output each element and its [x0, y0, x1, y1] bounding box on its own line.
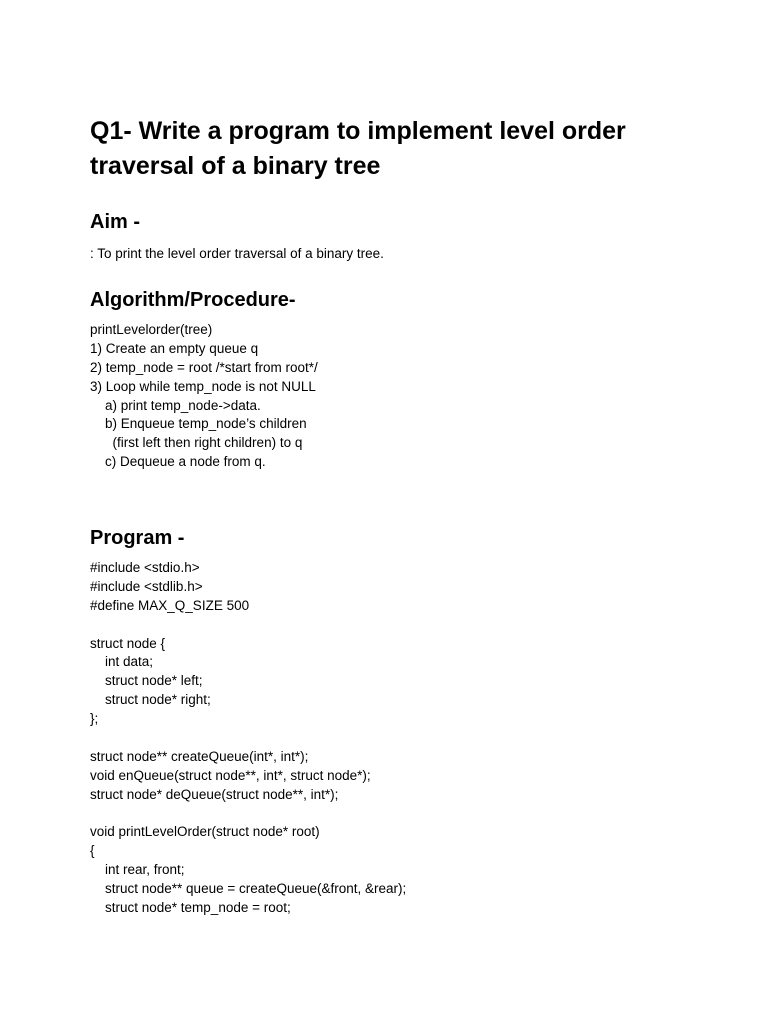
program-code	[90, 559, 406, 918]
code-line: struct node* right;	[90, 692, 211, 708]
code-line: struct node* deQueue(struct node**, int*);	[90, 786, 339, 802]
algorithm-steps	[90, 321, 318, 472]
code-line: struct node {	[90, 635, 166, 651]
aim-heading: Aim -	[90, 211, 140, 233]
code-line: {	[90, 843, 95, 859]
algorithm-line: 2) temp_node = root /*start from root*/	[90, 359, 318, 375]
algorithm-heading: Algorithm/Procedure-	[90, 289, 296, 311]
code-line: struct node** createQueue(int*, int*);	[90, 748, 309, 764]
code-line: };	[90, 711, 99, 727]
code-line: struct node** queue = createQueue(&front, &rear);	[90, 881, 407, 897]
code-line: struct node* temp_node = root;	[90, 900, 291, 916]
algorithm-line: a) print temp_node->data.	[90, 397, 261, 413]
code-line: void printLevelOrder(struct node* root)	[90, 824, 320, 840]
aim-text: : To print the level order traversal of a binary tree.	[90, 246, 384, 261]
program-heading: Program -	[90, 527, 185, 549]
algorithm-line: printLevelorder(tree)	[90, 322, 213, 337]
page-title: Q1- Write a program to implement level order traversal of a binary tree	[90, 117, 626, 180]
code-line: void enQueue(struct node**, int*, struct node*);	[90, 767, 371, 783]
code-line: int rear, front;	[90, 862, 185, 878]
code-line	[90, 729, 406, 748]
code-line: #define MAX_Q_SIZE 500	[90, 597, 250, 613]
code-line: struct node* left;	[90, 673, 203, 689]
algorithm-line: 3) Loop while temp_node is not NULL	[90, 378, 316, 394]
algorithm-line: c) Dequeue a node from q.	[90, 454, 266, 470]
code-line	[90, 805, 406, 824]
algorithm-line: b) Enqueue temp_node’s children	[90, 416, 307, 432]
code-line	[90, 616, 406, 635]
algorithm-line: 1) Create an empty queue q	[90, 340, 259, 356]
code-line: int data;	[90, 654, 154, 670]
code-line: #include <stdio.h>	[90, 560, 200, 575]
code-line: #include <stdlib.h>	[90, 578, 203, 594]
algorithm-line: (first left then right children) to q	[90, 435, 303, 451]
